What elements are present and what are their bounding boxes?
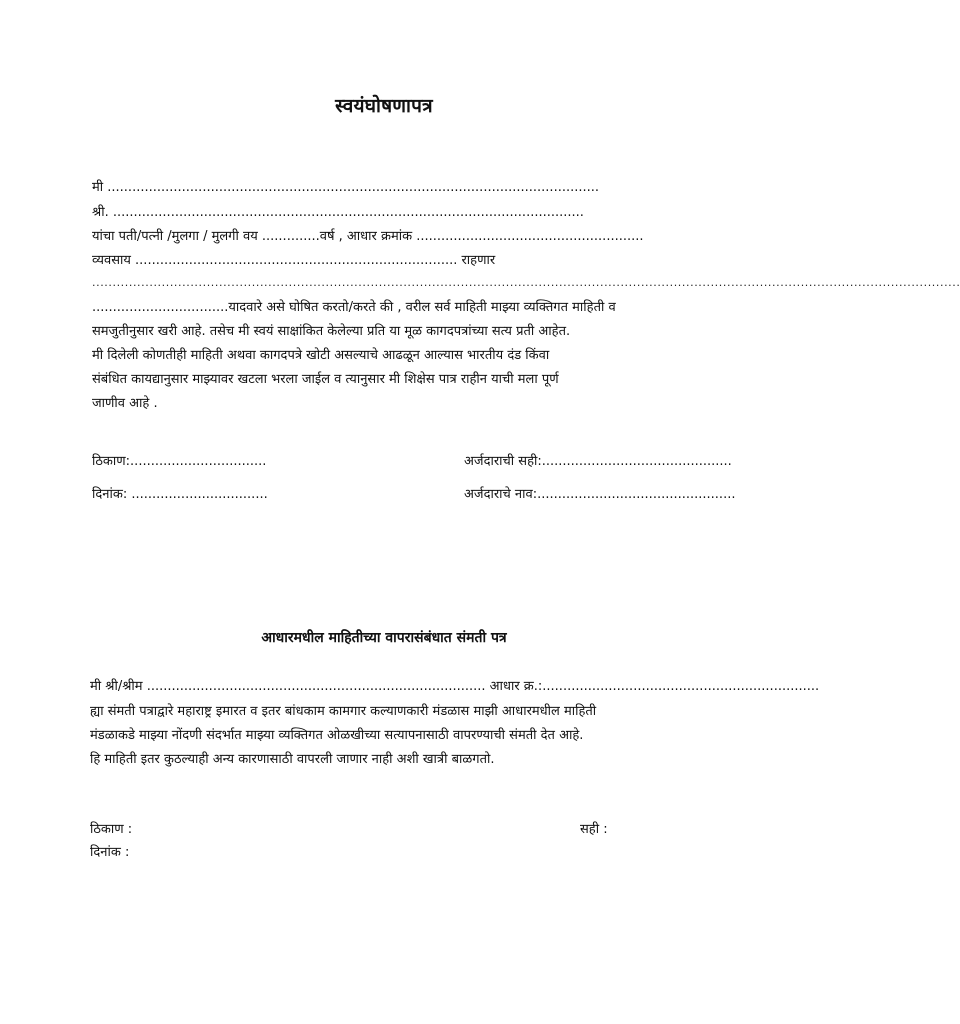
consent-line: ह्या संमती पत्राद्वारे महाराष्ट्र इमारत व इतर बांधकाम कामगार कल्याणकारी मंडळास माझी आधारमधील माहिती bbox=[90, 704, 597, 719]
consent-signature-label: सही : bbox=[580, 822, 608, 837]
declaration-place-label: ठिकाण:................................. bbox=[92, 454, 267, 469]
paragraph-line: समजुतीनुसार खरी आहे. तसेच मी स्वयं साक्षांकित केलेल्या प्रति या मूळ कागदपत्रांच्या सत्य प्रती आहेत. bbox=[92, 324, 571, 339]
name-line: मी ....................................................................................................................... bbox=[92, 180, 600, 195]
applicant-signature-label: अर्जदाराची सही:.............................................. bbox=[464, 454, 732, 469]
paragraph-line: .................................यादवारे असे घोषित करतो/करते की , वरील सर्व माहिती माझ्या व्यक्तिगत माहिती व bbox=[92, 300, 616, 315]
applicant-name-label: अर्जदाराचे नाव:................................................ bbox=[464, 487, 736, 502]
paragraph-line: मी दिलेली कोणतीही माहिती अथवा कागदपत्रे खोटी असल्याचे आढळून आल्यास भारतीय दंड किंवा bbox=[92, 348, 550, 363]
consent-date-label: दिनांक : bbox=[90, 845, 130, 860]
consent-name-aadhaar-line: मी श्री/श्रीम .................................................................................. आधार क्र.:................................................................... bbox=[90, 679, 820, 694]
consent-place-label: ठिकाण : bbox=[90, 822, 133, 837]
relation-age-aadhaar-line: यांचा पती/पत्नी /मुलगा / मुलगी वय ..............वर्ष , आधार क्रमांक ....................................................... bbox=[92, 229, 644, 244]
address-dotted-line: .................................................................................................................................................................................................................... bbox=[92, 276, 960, 289]
consent-title: आधारमधील माहितीच्या वापरासंबंधात संमती पत्र bbox=[261, 630, 507, 646]
shri-line: श्री. .................................................................................................................. bbox=[92, 205, 584, 220]
paragraph-line: संबंधित कायद्यानुसार माझ्यावर खटला भरला जाईल व त्यानुसार मी शिक्षेस पात्र राहीन याची मला पूर्ण bbox=[92, 372, 559, 387]
declaration-date-label: दिनांक: ................................. bbox=[92, 487, 268, 502]
paragraph-line: जाणीव आहे . bbox=[92, 396, 158, 411]
consent-line: मंडळाकडे माझ्या नोंदणी संदर्भात माझ्या व्यक्तिगत ओळखीच्या सत्यापनासाठी वापरण्याची संमती देत आहे. bbox=[90, 728, 584, 743]
consent-paragraph bbox=[90, 700, 710, 772]
declaration-title: स्वयंघोषणापत्र bbox=[335, 95, 433, 117]
declaration-paragraph bbox=[92, 296, 704, 416]
occupation-residence-line: व्यवसाय .............................................................................. राहणार bbox=[92, 253, 496, 268]
consent-line: हि माहिती इतर कुठल्याही अन्य कारणासाठी वापरली जाणार नाही अशी खात्री बाळगतो. bbox=[90, 752, 495, 767]
